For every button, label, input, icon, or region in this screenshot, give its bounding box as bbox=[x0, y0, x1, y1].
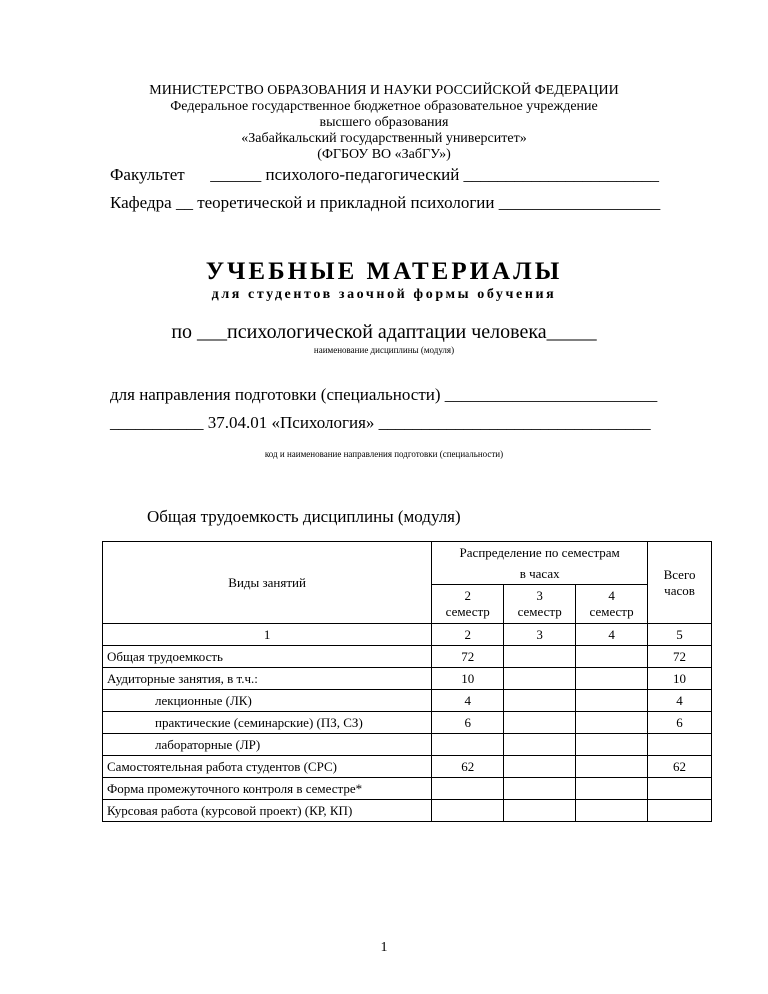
row-label: лекционные (ЛК) bbox=[103, 690, 432, 712]
semester-3-value bbox=[504, 690, 576, 712]
semester-2-value: 62 bbox=[432, 756, 504, 778]
row-label: Курсовая работа (курсовой проект) (КР, КП) bbox=[103, 800, 432, 822]
semester-2-value: 4 bbox=[432, 690, 504, 712]
total-value: 4 bbox=[648, 690, 712, 712]
table-row bbox=[103, 690, 712, 712]
table-header-row bbox=[103, 542, 712, 564]
semester-4-value bbox=[576, 778, 648, 800]
semester-header: 3 семестр bbox=[504, 585, 576, 624]
row-label: Самостоятельная работа студентов (СРС) bbox=[103, 756, 432, 778]
semester-2-value bbox=[432, 778, 504, 800]
row-label: практические (семинарские) (ПЗ, СЗ) bbox=[103, 712, 432, 734]
semester-4-value bbox=[576, 734, 648, 756]
university-name: «Забайкальский государственный университет» bbox=[241, 131, 527, 146]
university-abbreviation: (ФГБОУ ВО «ЗабГУ») bbox=[317, 147, 451, 162]
direction-caption: код и наименование направления подготовки (специальности) bbox=[264, 449, 504, 459]
workload-table bbox=[102, 541, 712, 822]
ministry-name: МИНИСТЕРСТВО ОБРАЗОВАНИЯ И НАУКИ РОССИЙСКОЙ ФЕДЕРАЦИИ bbox=[149, 83, 619, 98]
semester-2-value bbox=[432, 734, 504, 756]
index-cell: 5 bbox=[648, 624, 712, 646]
total-value: 62 bbox=[648, 756, 712, 778]
total-value: 72 bbox=[648, 646, 712, 668]
index-cell: 1 bbox=[103, 624, 432, 646]
semester-3-value bbox=[504, 712, 576, 734]
semester-header: 4 семестр bbox=[576, 585, 648, 624]
semester-4-value bbox=[576, 646, 648, 668]
semester-header: 2 семестр bbox=[432, 585, 504, 624]
table-row bbox=[103, 646, 712, 668]
semester-4-value bbox=[576, 690, 648, 712]
institution-type: Федеральное государственное бюджетное образовательное учреждение bbox=[170, 99, 598, 114]
semester-3-value bbox=[504, 668, 576, 690]
row-label: Форма промежуточного контроля в семестре* bbox=[103, 778, 432, 800]
table-row bbox=[103, 668, 712, 690]
total-value: 10 bbox=[648, 668, 712, 690]
row-label: Аудиторные занятия, в т.ч.: bbox=[103, 668, 432, 690]
education-level: высшего образования bbox=[319, 115, 449, 130]
semester-2-value bbox=[432, 800, 504, 822]
document-title: УЧЕБНЫЕ МАТЕРИАЛЫ bbox=[205, 258, 563, 285]
semester-2-value: 72 bbox=[432, 646, 504, 668]
total-header bbox=[648, 542, 712, 624]
semester-4-value bbox=[576, 800, 648, 822]
total-value bbox=[648, 734, 712, 756]
distribution-header-2: в часах bbox=[432, 563, 648, 585]
total-header-line1: Всего bbox=[663, 566, 696, 582]
table-row bbox=[103, 800, 712, 822]
semester-3-value bbox=[504, 800, 576, 822]
semester-3-value bbox=[504, 646, 576, 668]
semester-2-value: 6 bbox=[432, 712, 504, 734]
row-label: лабораторные (ЛР) bbox=[103, 734, 432, 756]
semester-4-value bbox=[576, 668, 648, 690]
distribution-header-1: Распределение по семестрам bbox=[432, 542, 648, 564]
department-line: Кафедра __ теоретической и прикладной психологии ___________________ bbox=[110, 193, 661, 212]
semester-3-value bbox=[504, 734, 576, 756]
table-row bbox=[103, 712, 712, 734]
index-cell: 3 bbox=[504, 624, 576, 646]
row-label: Общая трудоемкость bbox=[103, 646, 432, 668]
index-cell: 4 bbox=[576, 624, 648, 646]
direction-line: для направления подготовки (специальности) _________________________ bbox=[110, 385, 658, 404]
workload-heading: Общая трудоемкость дисциплины (модуля) bbox=[147, 507, 461, 526]
table-row bbox=[103, 756, 712, 778]
total-value bbox=[648, 800, 712, 822]
table-row bbox=[103, 734, 712, 756]
page-number: 1 bbox=[380, 940, 388, 955]
index-row bbox=[103, 624, 712, 646]
total-value bbox=[648, 778, 712, 800]
direction-code-line: ___________ 37.04.01 «Психология» ________________________________ bbox=[110, 413, 651, 432]
document-subtitle: для студентов заочной формы обучения bbox=[211, 287, 557, 302]
types-header: Виды занятий bbox=[103, 542, 432, 624]
table-row bbox=[103, 778, 712, 800]
total-value: 6 bbox=[648, 712, 712, 734]
semester-4-value bbox=[576, 712, 648, 734]
semester-4-value bbox=[576, 756, 648, 778]
semester-2-value: 10 bbox=[432, 668, 504, 690]
discipline-caption: наименование дисциплины (модуля) bbox=[313, 345, 455, 355]
faculty-line: Факультет ______ психолого-педагогический _______________________ bbox=[110, 165, 660, 184]
discipline-line: по ___психологической адаптации человека_____ bbox=[171, 321, 597, 343]
semester-3-value bbox=[504, 756, 576, 778]
total-header-line2: часов bbox=[664, 582, 695, 598]
index-cell: 2 bbox=[432, 624, 504, 646]
semester-3-value bbox=[504, 778, 576, 800]
